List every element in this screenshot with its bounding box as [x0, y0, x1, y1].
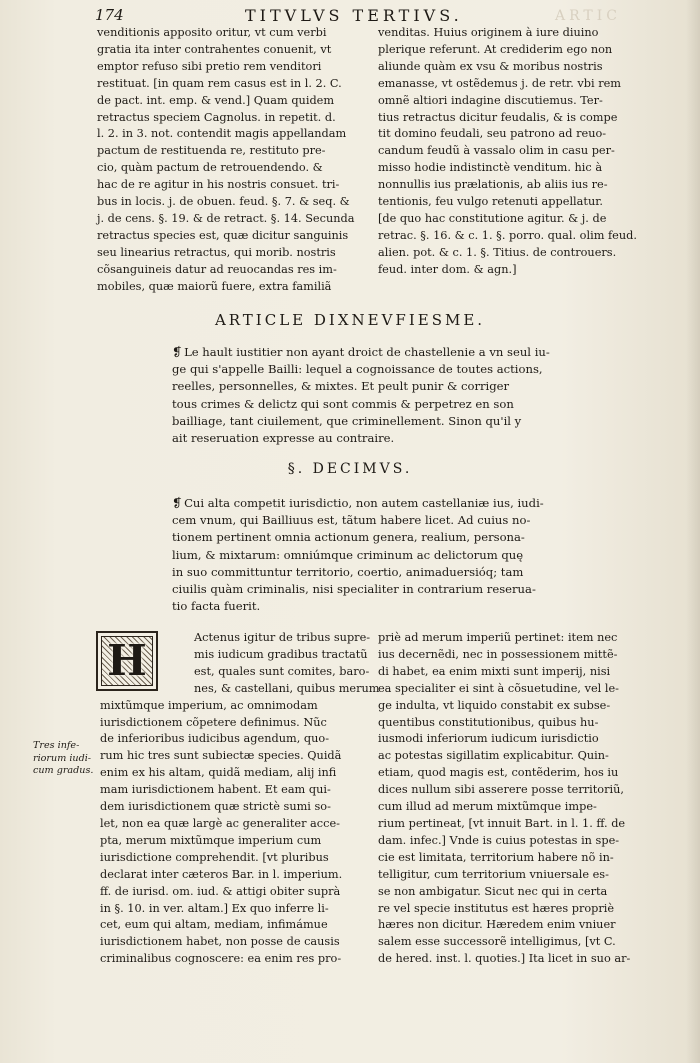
text-line: seu linearius retractus, qui morib. nostris — [97, 245, 336, 259]
text-line: alien. pot. & c. 1. §. Titius. de controuers. — [378, 245, 617, 259]
margin-note: Tres infe- riorum iudi- cum gradus. — [33, 740, 94, 776]
text-line: retractus species est, quæ dicitur sanguinis — [97, 228, 349, 242]
text-line: se non ambigatur. Sicut nec qui in certa — [378, 884, 608, 898]
text-line: dices nullum sibi asserere posse territoriũ, — [378, 783, 624, 797]
article-heading: ARTICLE DIXNEVFIESME. — [214, 311, 486, 329]
section-heading: §. DECIMVS. — [287, 461, 413, 477]
text-line: ius decernẽdi, nec in possessionem mittẽ- — [378, 647, 618, 661]
latin-line: cem vnum, qui Bailliuus est, tãtum habere licet. Ad cuius no- — [172, 513, 531, 528]
french-line: tous crimes & delictz qui sont commis & perpetrez en son — [172, 396, 514, 411]
text-line: retractus speciem Cagnolus. in repetit. d. — [97, 110, 336, 124]
text-line: aliunde quàm ex vsu & moribus nostris — [378, 59, 603, 73]
text-line: emptor refuso sibi pretio rem venditori — [97, 59, 322, 73]
text-line: nonnullis ius prælationis, ab aliis ius re- — [378, 178, 608, 192]
text-line: omnẽ altiori indagine discutiemus. Ter- — [378, 93, 603, 107]
pilcrow-icon: ❡ — [172, 496, 183, 510]
text-line: feud. inter dom. & agn.] — [378, 262, 517, 276]
drop-cap-letter: H — [107, 636, 147, 685]
text-line: mobiles, quæ maiorũ fuere, extra familiã — [97, 279, 332, 293]
french-line: ait reseruation expresse au contraire. — [172, 431, 395, 446]
text-line: ge indulta, vt liquido constabit ex subse- — [378, 698, 611, 712]
latin-line: ciuilis quàm criminalis, nisi specialiter in contrarium reserua- — [172, 582, 536, 597]
bottom-right-column — [378, 630, 640, 968]
text-line: cio, quàm pactum de retrouendendo. & — [97, 161, 323, 175]
text-line: telligitur, cum territorium vniuersale es- — [378, 867, 609, 881]
latin-line: lium, & mixtarum: omniúmque criminum ac delictorum quę — [172, 547, 524, 562]
text-line: etiam, quod magis est, contẽderim, hos iu — [378, 766, 619, 780]
text-line: de hered. inst. l. quoties.] Ita licet in suo ar- — [378, 952, 631, 966]
text-line: hac de re agitur in his nostris consuet. tri- — [97, 178, 340, 192]
text-line: dam. infec.] Vnde is cuius potestas in spe- — [378, 833, 620, 847]
text-line: gratia ita inter contrahentes conuenit, vt — [97, 42, 332, 56]
text-line: venditionis apposito oritur, vt cum verbi — [97, 26, 327, 39]
text-line: cie est limitata, territorium habere nõ in- — [378, 850, 614, 864]
pilcrow-icon: ❡ — [172, 345, 183, 359]
text-line: ac potestas sigillatim explicabitur. Quin- — [378, 749, 609, 763]
top-left-column — [97, 25, 359, 296]
text-line: [de quo hac constitutione agitur. & j. de — [378, 211, 607, 225]
text-line: re vel specie institutus est hæres propriè — [378, 901, 615, 915]
text-line: bus in locis. j. de obuen. feud. §. 7. & seq. & — [97, 195, 350, 209]
text-line: iusmodi inferiorum iudicum iurisdictio — [378, 732, 599, 746]
text-line: restituat. [in quam rem casus est in l. 2. C. — [97, 76, 342, 90]
text-line: tentionis, feu vulgo retenuti appellatur. — [378, 195, 603, 209]
text-line: rium pertineat, [vt innuit Bart. in l. 1. ff. de — [378, 816, 626, 830]
bottom-left-column: Actenus igitur de tribus supre- mis iudicum gradibus tractatũ est, quales sunt comites, baro- nes, & castellani, quibus merum mixtũmque imperium, ac omnimodam iurisdictionem cõpetere definimus. Nũc de inferioribus iudicibus agendum, quo- rum hic tres sunt subiectæ species. Quidã enim ex his altam, quidã mediam, alij infi mam iurisdictionem habent. Et eam qui- dem iurisdictionem quæ strictè sumi so- let, non ea quæ largè ac generaliter acce- pta, merum mixtũmque imperium cum iurisdictione comprehendit. [vt pluribus declarat inter cæteros Bar. in l. imperium. ff. de iurisd. om. iud. & attigi obiter suprà in §. 10. in ver. altam.] Ex quo inferre li- cet, eum qui altam, mediam, infimámue iurisdictionem habet, non posse de causis criminalibus cognoscere: ea enim res pro- — [100, 631, 380, 966]
text-line: de pact. int. emp. & vend.] Quam quidem — [97, 93, 335, 107]
text-line: quentibus constitutionibus, quibus hu- — [378, 715, 599, 729]
show-through-text: ARTIC — [555, 8, 621, 24]
text-line: candum feudũ à vassalo olim in casu per- — [378, 144, 615, 158]
french-line: bailliage, tant ciuilement, que criminellement. Sinon qu'il y — [172, 413, 522, 428]
french-article-text — [172, 344, 550, 447]
drop-cap-initial — [96, 631, 158, 691]
text-line: j. de cens. §. 19. & de retract. §. 14. Secunda — [97, 211, 355, 225]
latin-line: tio facta fuerit. — [172, 599, 261, 614]
text-line: misso hodie indistinctè venditum. hic à — [378, 161, 603, 175]
french-line: reelles, personnelles, & mixtes. Et peult punir & corriger — [172, 379, 510, 394]
text-line: hæres non dicitur. Hæredem enim vniuer — [378, 918, 616, 932]
text-line: tius retractus dicitur feudalis, & is compe — [378, 110, 618, 124]
text-line: tit domino feudali, seu patrono ad reuo- — [378, 127, 607, 141]
text-line: retrac. §. 16. & c. 1. §. porro. qual. olim feud. — [378, 228, 637, 242]
page-edge-shadow — [686, 0, 700, 1063]
latin-first-line: ❡ Cui alta competit iurisdictio, non autem castellaniæ ius, iudi- — [172, 496, 544, 510]
text-line: pactum de restituenda re, restituto pre- — [97, 144, 326, 158]
latin-line: in suo committuntur territorio, coertio, animaduersióq; tam — [172, 564, 524, 579]
page-number: 174 — [95, 6, 124, 24]
text-line: priè ad merum imperiũ pertinet: item nec — [378, 631, 618, 644]
text-line: cum illud ad merum mixtũmque impe- — [378, 800, 597, 814]
text-line: emanasse, vt ostẽdemus j. de retr. vbi rem — [378, 76, 622, 90]
latin-line: tionem pertinent omnia actionum genera, realium, persona- — [172, 530, 525, 545]
text-line: venditas. Huius originem à iure diuino — [378, 26, 599, 39]
running-title: TITVLVS TERTIVS. — [245, 6, 463, 25]
text-line: ea specialiter ei sint à cõsuetudine, vel le- — [378, 681, 619, 695]
latin-section-text — [172, 495, 544, 615]
french-first-line: ❡ Le hault iustitier non ayant droict de chastellenie a vn seul iu- — [172, 345, 550, 359]
top-right-column — [378, 25, 640, 279]
text-line: di habet, ea enim mixti sunt imperij, nisi — [378, 664, 611, 678]
french-line: ge qui s'appelle Bailli: lequel a cognoissance de toutes actions, — [172, 362, 543, 377]
text-line: salem esse successorẽ intelligimus, [vt C. — [378, 935, 616, 949]
text-line: cõsanguineis datur ad reuocandas res im- — [97, 262, 337, 276]
text-line: plerique referunt. At crediderim ego non — [378, 42, 613, 56]
text-line: l. 2. in 3. not. contendit magis appellandam — [97, 127, 347, 141]
